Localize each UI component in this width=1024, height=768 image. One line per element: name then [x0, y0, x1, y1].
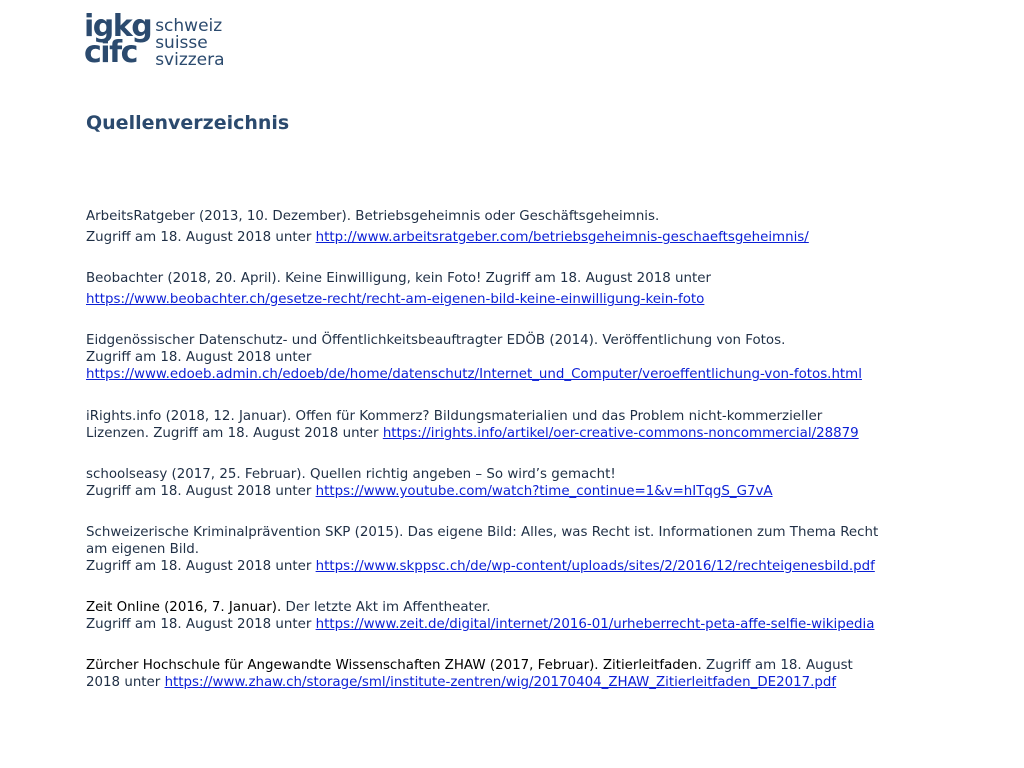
reference-text-continued: am eigenen Bild.	[86, 542, 200, 557]
reference-text: Eidgenössischer Datenschutz- und Öffentlichkeitsbeauftragter EDÖB (2014). Veröffentlichung von Fotos.	[86, 333, 786, 348]
logo-mark	[84, 9, 152, 70]
reference-text: Beobachter (2018, 20. April). Keine Einwilligung, kein Foto! Zugriff am 18. August 2018 unter	[86, 271, 711, 286]
logo	[84, 9, 225, 72]
reference-text	[86, 599, 966, 616]
reference-link[interactable]: https://www.edoeb.admin.ch/edoeb/de/home/datenschutz/Internet_und_Computer/veroeffentlichung-von-fotos.html	[86, 367, 862, 382]
reference-text: ArbeitsRatgeber (2013, 10. Dezember). Betriebsgeheimnis oder Geschäftsgeheimnis.	[86, 209, 660, 224]
reference-access-line	[86, 366, 966, 383]
reference-access-prefix: Zugriff am 18. August 2018 unter	[86, 230, 316, 245]
reference-access-prefix: Zugriff am 18. August 2018 unter	[86, 617, 316, 632]
reference-access-prefix: Zugriff am 18. August 2018 unter	[86, 350, 312, 365]
reference-link[interactable]: https://irights.info/artikel/oer-creative-commons-noncommercial/28879	[382, 426, 859, 441]
logo-word-schweiz: schweiz	[155, 16, 223, 36]
reference-link[interactable]: https://www.youtube.com/watch?time_continue=1&v=hITqgS_G7vA	[315, 484, 773, 499]
reference-author: Zürcher Hochschule für Angewandte Wissenschaften ZHAW (2017, Februar). Zitierleitfaden.	[86, 658, 707, 673]
logo-word-suisse: suisse	[155, 33, 208, 53]
reference-author: Zeit Online (2016, 7. Januar).	[86, 600, 286, 615]
reference-link[interactable]: https://www.zhaw.ch/storage/sml/institute-zentren/wig/20170404_ZHAW_Zitierleitfaden_DE2017.pdf	[164, 675, 837, 690]
reference-item-edoeb	[86, 332, 966, 383]
logo-wordmark	[155, 18, 224, 69]
reference-access-prefix: Zugriff am 18. August 2018 unter	[86, 484, 316, 499]
reference-link[interactable]: https://www.zeit.de/digital/internet/2016-01/urheberrecht-peta-affe-selfie-wikipedia	[315, 617, 875, 632]
logo-mark-line2: cifc	[84, 35, 137, 70]
reference-item-zhaw	[86, 657, 966, 691]
reference-item-arbeitsratgeber	[86, 208, 966, 246]
reference-link[interactable]: https://www.beobachter.ch/gesetze-recht/recht-am-eigenen-bild-keine-einwilligung-kein-foto	[86, 292, 705, 307]
reference-title: Der letzte Akt im Affentheater.	[285, 600, 491, 615]
reference-item-schoolseasy	[86, 466, 966, 500]
reference-access-prefix: Zugriff am 18. August 2018 unter	[86, 559, 316, 574]
reference-text: Schweizerische Kriminalprävention SKP (2015). Das eigene Bild: Alles, was Recht ist. Informationen zum Thema Recht	[86, 525, 879, 540]
reference-item-irights	[86, 408, 966, 442]
reference-access-line	[86, 674, 966, 691]
reference-access-line	[86, 558, 966, 575]
reference-link[interactable]: https://www.skppsc.ch/de/wp-content/uploads/sites/2/2016/12/rechteigenesbild.pdf	[315, 559, 875, 574]
reference-access-line	[86, 291, 966, 308]
reference-item-zeit	[86, 599, 966, 633]
reference-access-line	[86, 229, 966, 246]
reference-item-beobachter	[86, 270, 966, 308]
logo-word-svizzera: svizzera	[155, 50, 225, 70]
logo-mark-line1: igkg	[84, 9, 152, 44]
reference-item-skp	[86, 524, 966, 575]
reference-text: schoolseasy (2017, 25. Februar). Quellen richtig angeben – So wird’s gemacht!	[86, 467, 616, 482]
reference-access-date: Zugriff am 18. August	[706, 658, 853, 673]
reference-access-prefix: 2018 unter	[86, 675, 165, 690]
reference-access-prefix: Lizenzen. Zugriff am 18. August 2018 unter	[86, 426, 383, 441]
reference-text	[86, 657, 966, 674]
reference-access-line	[86, 616, 966, 633]
reference-access-line	[86, 483, 966, 500]
reference-access-line	[86, 425, 966, 442]
page-title: Quellenverzeichnis	[86, 112, 290, 134]
reference-text: iRights.info (2018, 12. Januar). Offen für Kommerz? Bildungsmaterialien und das Problem nicht-kommerzieller	[86, 409, 823, 424]
reference-link[interactable]: http://www.arbeitsratgeber.com/betriebsgeheimnis-geschaeftsgeheimnis/	[315, 230, 809, 245]
